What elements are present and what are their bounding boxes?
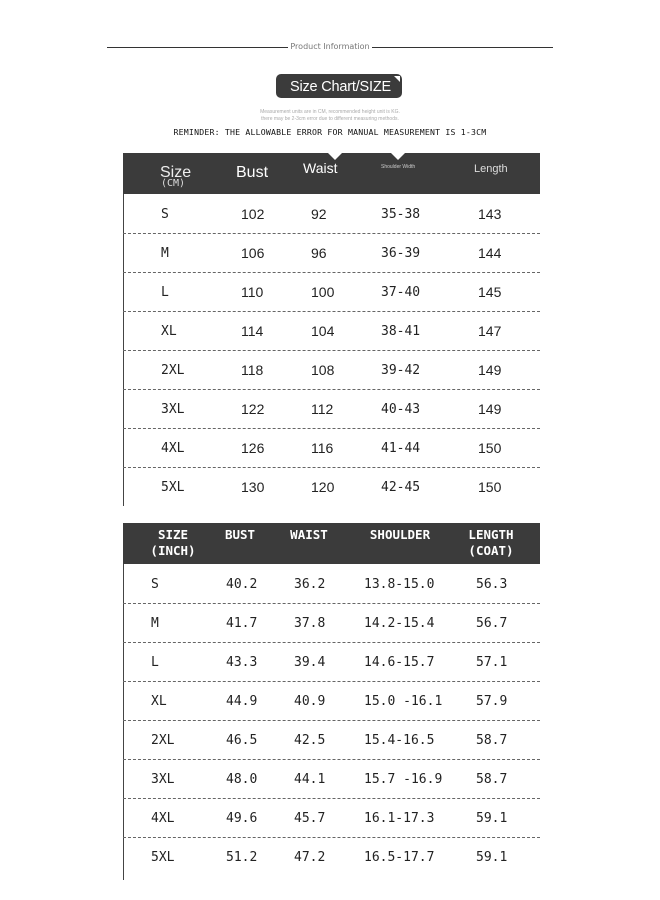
cell-size: 5XL: [151, 850, 175, 865]
table-row: [123, 721, 540, 760]
cell-bust: 106: [241, 245, 265, 261]
cell-length: 149: [478, 401, 502, 417]
cell-shoulder: 39-42: [381, 363, 421, 378]
cell-bust: 49.6: [226, 811, 258, 826]
inch-size-table: [123, 523, 540, 880]
cell-length: 59.1: [476, 850, 508, 865]
cell-bust: 41.7: [226, 616, 258, 631]
cell-waist: 40.9: [294, 694, 326, 709]
cell-size: 2XL: [161, 363, 185, 378]
cell-shoulder: 37-40: [381, 285, 421, 300]
table-row: [123, 468, 540, 507]
cell-length: 59.1: [476, 811, 508, 826]
cell-length: 143: [478, 206, 502, 222]
cell-length: 149: [478, 362, 502, 378]
cell-length: 57.9: [476, 694, 508, 709]
measurement-note-line-1: Measurement units are in CM, recommended height unit is KG.: [260, 109, 400, 115]
cell-shoulder: 40-43: [381, 402, 421, 417]
cell-waist: 120: [311, 479, 335, 495]
table-row: [123, 429, 540, 468]
cell-waist: 104: [311, 323, 335, 339]
header-notch-icon: [328, 153, 342, 160]
measurement-note-line-2: there may be 2-3cm error due to different measuring methods.: [261, 116, 399, 122]
cell-waist: 96: [311, 245, 327, 261]
cell-shoulder: 36-39: [381, 246, 421, 261]
cell-shoulder: 15.0 -16.1: [364, 694, 443, 709]
table-row: [123, 565, 540, 604]
cell-waist: 45.7: [294, 811, 326, 826]
table-row: [123, 234, 540, 273]
cell-waist: 108: [311, 362, 335, 378]
cell-bust: 43.3: [226, 655, 258, 670]
cell-shoulder: 41-44: [381, 441, 421, 456]
measurement-reminder: REMINDER: THE ALLOWABLE ERROR FOR MANUAL MEASUREMENT IS 1-3CM: [173, 127, 487, 137]
cell-size: 3XL: [151, 772, 175, 787]
inch-header-length: [459, 527, 523, 559]
table-row: [123, 312, 540, 351]
cell-shoulder: 13.8-15.0: [364, 577, 435, 592]
cell-waist: 112: [311, 401, 334, 417]
cell-waist: 44.1: [294, 772, 326, 787]
table-row: [123, 838, 540, 877]
cell-shoulder: 38-41: [381, 324, 421, 339]
cell-shoulder: 15.4-16.5: [364, 733, 435, 748]
inch-header-size-unit: (INCH): [150, 543, 196, 558]
cell-shoulder: 35-38: [381, 207, 421, 222]
inch-header-length-unit: (COAT): [468, 543, 514, 558]
product-information-divider-right: [372, 47, 553, 48]
cell-size: L: [161, 285, 169, 300]
inch-header-size-label: SIZE: [157, 527, 189, 542]
cell-shoulder: 14.2-15.4: [364, 616, 435, 631]
cell-shoulder: 14.6-15.7: [364, 655, 435, 670]
cell-waist: 36.2: [294, 577, 326, 592]
cm-header-length: Length: [474, 163, 508, 175]
cell-bust: 122: [241, 401, 265, 417]
cell-waist: 39.4: [294, 655, 326, 670]
cell-bust: 40.2: [226, 577, 258, 592]
cell-size: 4XL: [161, 441, 185, 456]
cm-size-table: [123, 153, 540, 506]
table-row: [123, 643, 540, 682]
table-row: [123, 682, 540, 721]
cell-length: 145: [478, 284, 502, 300]
cell-size: 3XL: [161, 402, 185, 417]
product-information-label: Product Information: [290, 42, 370, 51]
cm-table-header: [123, 153, 540, 194]
cell-length: 57.1: [476, 655, 508, 670]
size-chart-badge: Size Chart/SIZE: [276, 74, 402, 98]
cell-bust: 110: [241, 284, 264, 300]
cell-shoulder: 16.1-17.3: [364, 811, 435, 826]
inch-header-bust: BUST: [224, 527, 256, 542]
cm-header-size-unit: (CM): [161, 178, 186, 189]
table-row: [123, 195, 540, 234]
cm-header-size: Size: [160, 164, 192, 181]
cell-waist: 47.2: [294, 850, 326, 865]
cell-bust: 114: [241, 323, 264, 339]
cell-bust: 118: [241, 362, 264, 378]
cell-size: 5XL: [161, 480, 185, 495]
cell-length: 144: [478, 245, 502, 261]
cell-size: XL: [151, 694, 167, 709]
cell-size: S: [151, 577, 159, 592]
table-row: [123, 351, 540, 390]
cell-waist: 37.8: [294, 616, 326, 631]
inch-table-header: [123, 523, 540, 564]
cell-size: 2XL: [151, 733, 175, 748]
cell-waist: 42.5: [294, 733, 326, 748]
cell-bust: 48.0: [226, 772, 258, 787]
cell-waist: 92: [311, 206, 327, 222]
cell-size: M: [151, 616, 159, 631]
cm-header-bust: Bust: [236, 164, 269, 181]
cell-bust: 51.2: [226, 850, 258, 865]
cell-size: S: [161, 207, 169, 222]
header-notch-icon: [391, 153, 405, 160]
cell-bust: 126: [241, 440, 265, 456]
cell-shoulder: 15.7 -16.9: [364, 772, 443, 787]
cell-size: L: [151, 655, 159, 670]
cell-size: 4XL: [151, 811, 175, 826]
cm-header-waist: Waist: [303, 160, 338, 176]
cell-waist: 116: [311, 440, 334, 456]
cell-length: 150: [478, 479, 502, 495]
inch-header-shoulder: SHOULDER: [369, 527, 431, 542]
table-row: [123, 390, 540, 429]
cell-bust: 44.9: [226, 694, 258, 709]
cell-shoulder: 42-45: [381, 480, 421, 495]
cell-length: 56.7: [476, 616, 508, 631]
inch-header-size: [143, 527, 203, 559]
table-row: [123, 760, 540, 799]
cell-shoulder: 16.5-17.7: [364, 850, 435, 865]
product-information-divider-left: [107, 47, 288, 48]
table-row: [123, 273, 540, 312]
inch-header-length-label: LENGTH: [468, 527, 514, 542]
table-row: [123, 799, 540, 838]
cell-bust: 130: [241, 479, 265, 495]
cell-size: M: [161, 246, 169, 261]
cell-bust: 46.5: [226, 733, 258, 748]
cell-length: 56.3: [476, 577, 508, 592]
cell-size: XL: [161, 324, 177, 339]
cell-bust: 102: [241, 206, 265, 222]
cm-header-shoulder: Shoulder Width: [381, 164, 416, 170]
cell-length: 150: [478, 440, 502, 456]
cell-waist: 100: [311, 284, 335, 300]
cell-length: 147: [478, 323, 502, 339]
table-row: [123, 604, 540, 643]
cell-length: 58.7: [476, 733, 508, 748]
inch-header-waist: WAIST: [290, 527, 328, 542]
cell-length: 58.7: [476, 772, 508, 787]
